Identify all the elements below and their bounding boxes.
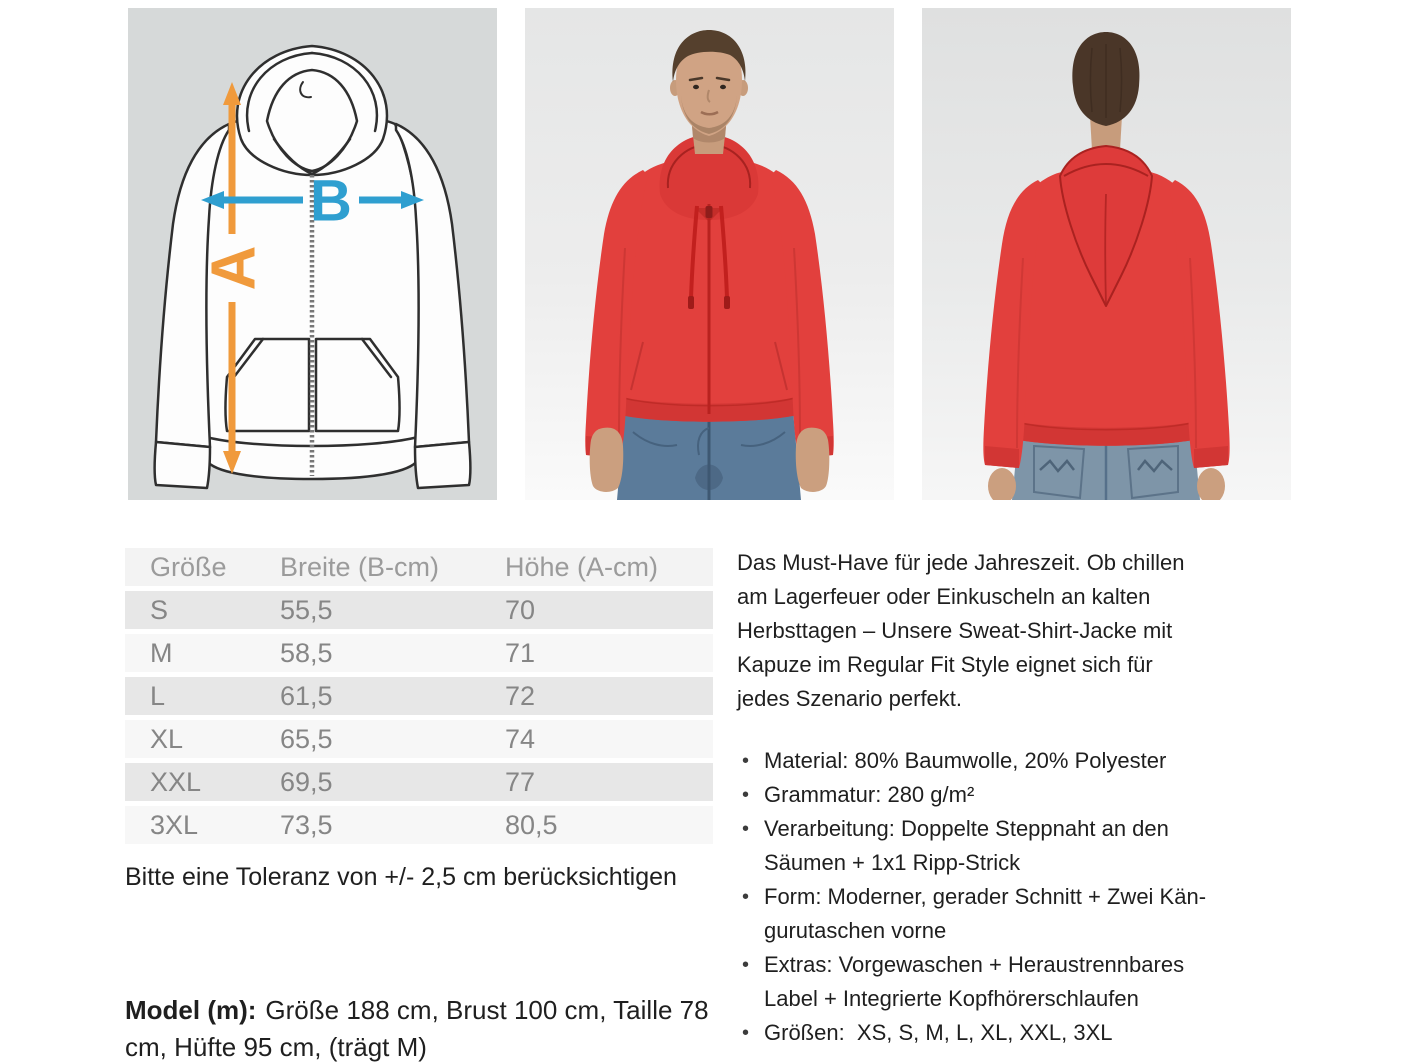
table-row-xxl xyxy=(125,763,713,801)
model-info-label: Model (m): xyxy=(125,995,257,1025)
size-cell: S xyxy=(150,594,169,625)
bullet-icon: • xyxy=(742,886,750,908)
size-table-header-row xyxy=(125,548,713,586)
bullet-icon: • xyxy=(742,784,750,806)
width-cell: 55,5 xyxy=(280,594,333,625)
table-row-m xyxy=(125,634,713,672)
height-cell: 70 xyxy=(505,594,536,625)
height-cell: 77 xyxy=(505,766,536,797)
width-cell: 61,5 xyxy=(280,680,333,711)
label-b: B xyxy=(310,168,352,234)
bullet-icon: • xyxy=(742,954,750,976)
model-back-illustration xyxy=(922,8,1291,500)
size-cell: XXL xyxy=(150,766,202,797)
jeans-front xyxy=(617,410,801,500)
hoodie-measurement-diagram xyxy=(128,8,497,500)
size-table xyxy=(125,548,713,849)
right-cuff xyxy=(415,442,471,488)
left-cuff xyxy=(155,442,211,488)
model-info xyxy=(125,992,725,1062)
product-description xyxy=(737,546,1211,1050)
size-cell: L xyxy=(150,680,166,711)
table-row-xl xyxy=(125,720,713,758)
feature-item-verarbeitung: • Verarbeitung: Doppelte Steppnaht an den Säumen + 1x1 Ripp-Strick xyxy=(737,812,1211,880)
feature-list xyxy=(737,744,1211,1050)
label-a: A xyxy=(199,245,269,291)
bullet-icon: • xyxy=(742,818,750,840)
model-photo-back xyxy=(922,8,1291,500)
height-cell: 72 xyxy=(505,680,536,711)
size-cell: M xyxy=(150,637,173,668)
feature-item-grammatur: • Grammatur: 280 g/m² xyxy=(737,778,1211,812)
height-cell: 80,5 xyxy=(505,809,558,840)
left-hand xyxy=(590,428,624,492)
tolerance-note: Bitte eine Toleranz von +/- 2,5 cm berücksichtigen xyxy=(125,863,677,891)
table-row-l xyxy=(125,677,713,715)
feature-item-groessen: • Größen: XS, S, M, L, XL, XXL, 3XL xyxy=(737,1016,1211,1050)
height-cell: 71 xyxy=(505,637,536,668)
model-info-text: Größe 188 cm, Brust 100 cm, Taille 78 cm, Hüfte 95 cm, (trägt M) xyxy=(125,995,709,1062)
header-cell-size: Größe xyxy=(150,551,227,582)
model-front-illustration xyxy=(525,8,894,500)
size-cell: XL xyxy=(150,723,184,754)
table-row-3xl xyxy=(125,806,713,844)
right-hand xyxy=(796,428,830,492)
feature-item-material: • Material: 80% Baumwolle, 20% Polyester xyxy=(737,744,1211,778)
description-paragraph: Das Must-Have für jede Jahreszeit. Ob chillen am Lagerfeuer oder Einkuscheln an kalten Herbsttagen – Unsere Sweat-Shirt-Jacke mit Kapuze im Regular Fit Style eignet sich für jedes Szenario perfekt. xyxy=(737,550,1185,711)
size-diagram-panel xyxy=(128,8,497,500)
width-cell: 58,5 xyxy=(280,637,333,668)
width-cell: 69,5 xyxy=(280,766,333,797)
bullet-icon: • xyxy=(742,750,750,772)
header-cell-width: Breite (B-cm) xyxy=(280,551,440,582)
feature-item-extras: • Extras: Vorgewaschen + Heraustrennbares Label + Integrierte Kopfhörerschlaufen xyxy=(737,948,1211,1016)
width-cell: 65,5 xyxy=(280,723,333,754)
height-cell: 74 xyxy=(505,723,536,754)
header-cell-height: Höhe (A-cm) xyxy=(505,551,659,582)
feature-item-form: • Form: Moderner, gerader Schnitt + Zwei Kängurutaschen vorne xyxy=(737,880,1211,948)
table-row-s xyxy=(125,591,713,629)
bullet-icon: • xyxy=(742,1022,750,1044)
width-cell: 73,5 xyxy=(280,809,333,840)
model-photo-front xyxy=(525,8,894,500)
size-cell: 3XL xyxy=(150,809,199,840)
